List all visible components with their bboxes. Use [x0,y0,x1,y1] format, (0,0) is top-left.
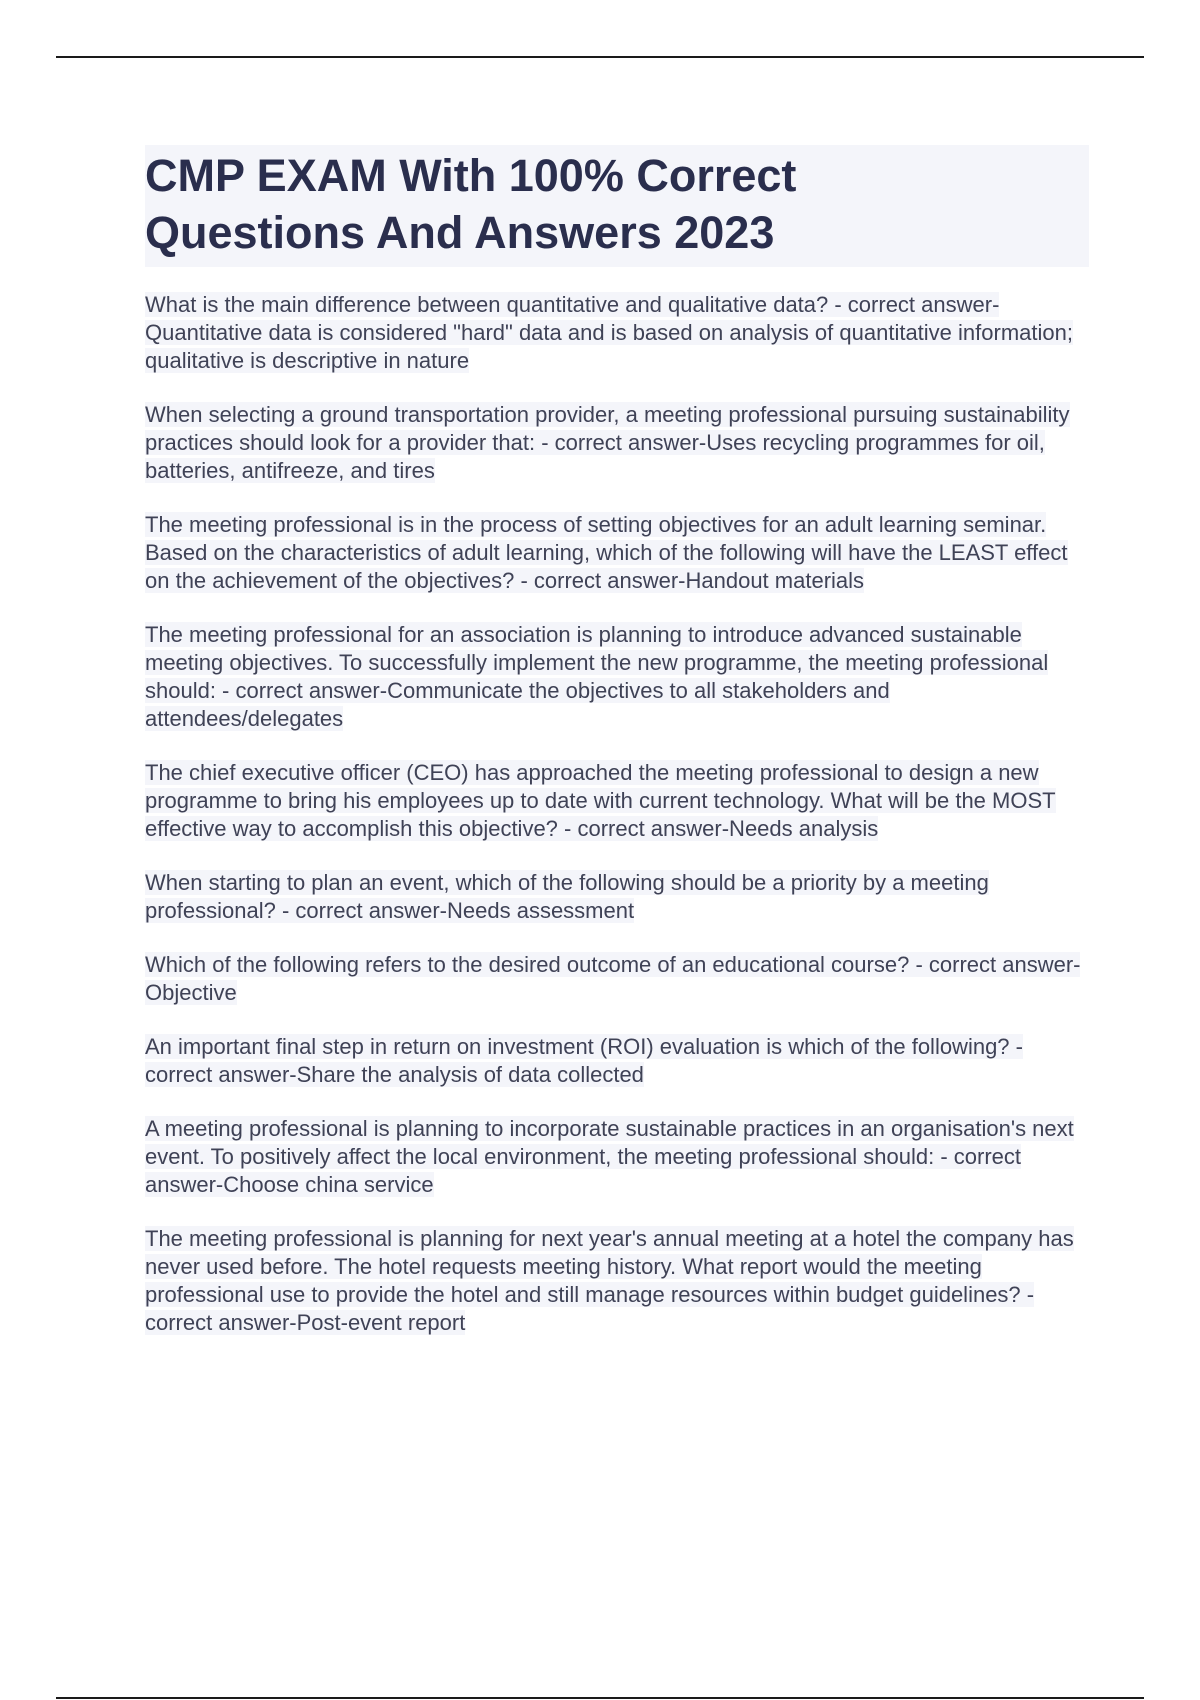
qa-item [145,401,1089,485]
qa-item [145,951,1089,1007]
qa-item [145,869,1089,925]
qa-text: When starting to plan an event, which of the following should be a priority by a meeting professional? - correct answer-Needs assessment [145,870,989,923]
qa-text: The meeting professional is in the process of setting objectives for an adult learning seminar. Based on the characteristics of adult learning, which of the following will have the LEAST effect on the achievement of the objectives? - correct answer-Handout materials [145,512,1068,593]
qa-item [145,1225,1089,1337]
qa-item [145,511,1089,595]
qa-text: The chief executive officer (CEO) has approached the meeting professional to design a new programme to bring his employees up to date with current technology. What will be the MOST effective way to accomplish this objective? - correct answer-Needs analysis [145,760,1056,841]
bottom-rule [56,1697,1144,1699]
title-block [145,145,1089,267]
qa-text: Which of the following refers to the desired outcome of an educational course? - correct answer-Objective [145,952,1081,1005]
qa-text: An important final step in return on investment (ROI) evaluation is which of the following? - correct answer-Share the analysis of data collected [145,1034,1023,1087]
qa-item [145,1115,1089,1199]
title-line-2: Questions And Answers 2023 [145,207,775,258]
qa-item [145,291,1089,375]
document-title [145,147,1089,261]
top-rule [56,56,1144,58]
qa-item [145,759,1089,843]
qa-text: A meeting professional is planning to incorporate sustainable practices in an organisation's next event. To positively affect the local environment, the meeting professional should: - correct answer-Choose china service [145,1116,1074,1197]
title-line-1: CMP EXAM With 100% Correct [145,150,797,201]
qa-text: What is the main difference between quantitative and qualitative data? - correct answer-Quantitative data is considered "hard" data and is based on analysis of quantitative information; qualitative is descriptive in nature [145,292,1073,373]
qa-item [145,621,1089,733]
document-body [145,145,1089,1363]
qa-text: The meeting professional is planning for next year's annual meeting at a hotel the company has never used before. The hotel requests meeting history. What report would the meeting professional use to provide the hotel and still manage resources within budget guidelines? - correct answer-Post-event report [145,1226,1074,1335]
qa-list [145,291,1089,1337]
qa-text: When selecting a ground transportation provider, a meeting professional pursuing sustainability practices should look for a provider that: - correct answer-Uses recycling programmes for oil, batteries, antifreeze, and tires [145,402,1070,483]
qa-text: The meeting professional for an association is planning to introduce advanced sustainable meeting objectives. To successfully implement the new programme, the meeting professional should: - correct answer-Communicate the objectives to all stakeholders and attendees/delegates [145,622,1049,731]
qa-item [145,1033,1089,1089]
